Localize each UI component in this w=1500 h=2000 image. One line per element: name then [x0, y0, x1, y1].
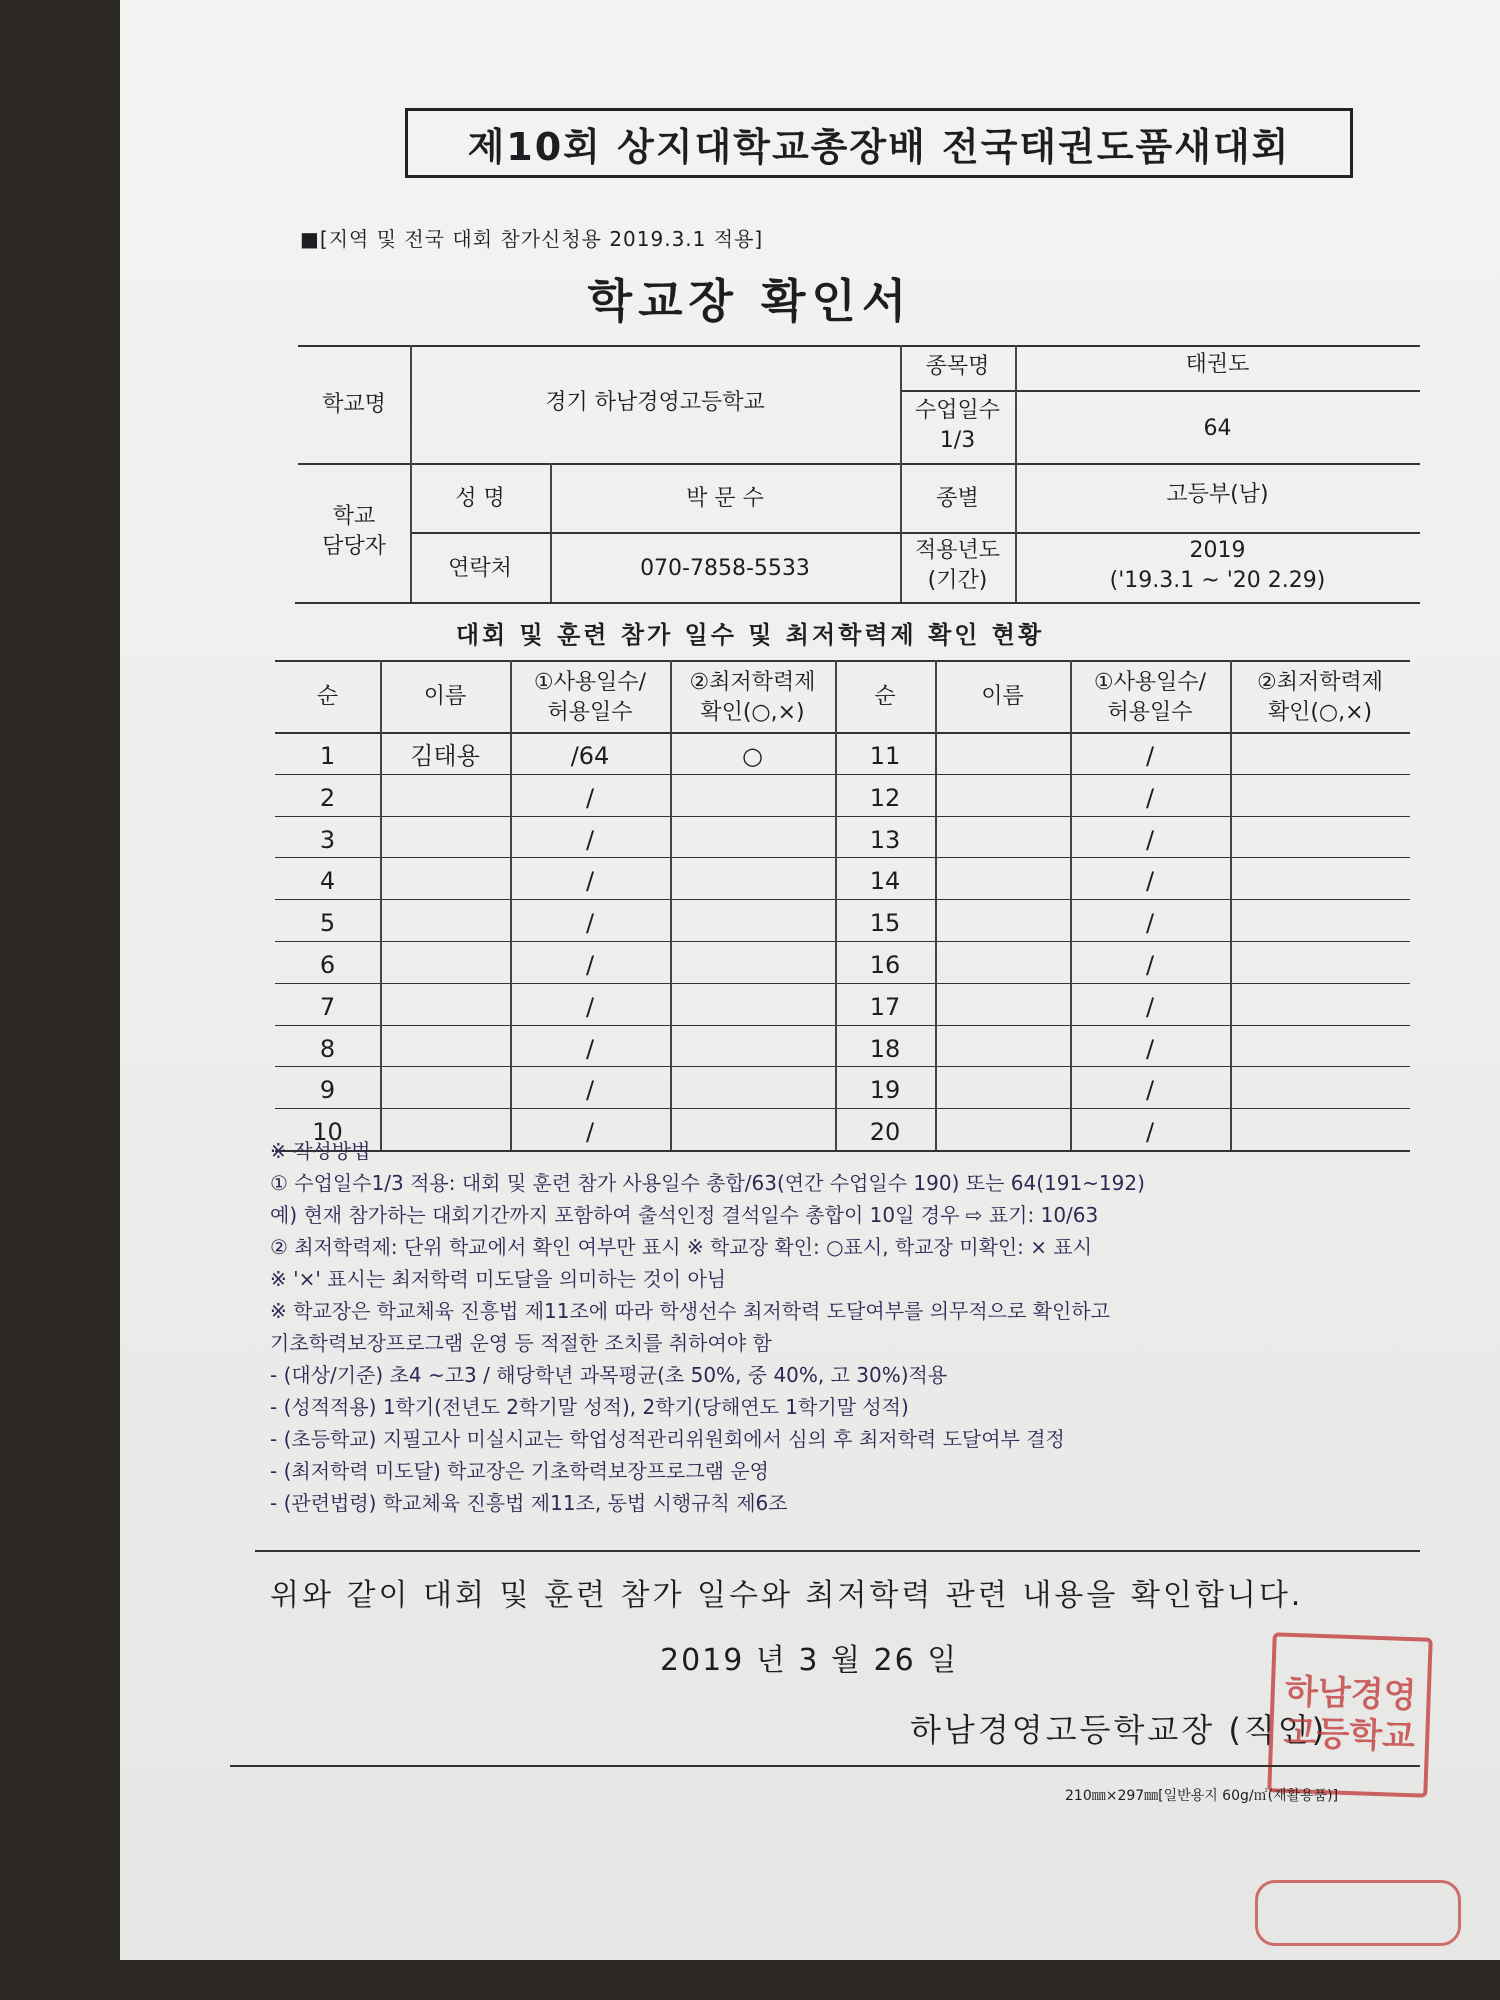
table-row-divider	[275, 1066, 835, 1067]
table-cell-days: /	[1145, 867, 1155, 896]
table-row-divider	[275, 1108, 835, 1109]
table-cell-days: /	[585, 1118, 595, 1147]
note-line: 예) 현재 참가하는 대회기간까지 포함하여 출석인정 결석일수 총합이 10일 경우 ⇨ 표기: 10/63	[270, 1203, 1099, 1227]
table-row-divider	[835, 941, 1410, 942]
seal-text: 하남경영고등학교	[1282, 1671, 1418, 1758]
table-cell-days: /	[585, 1076, 595, 1105]
table-column-divider	[1070, 660, 1072, 1150]
table-cell-no: 15	[869, 909, 901, 938]
table-cell-no: 11	[869, 742, 901, 770]
table-cell-days: /	[1145, 1076, 1155, 1105]
name-value: 박 문 수	[686, 486, 764, 511]
seal-bleed-through	[1255, 1880, 1461, 1946]
table-cell-days: /	[1145, 909, 1155, 938]
document-title: 학교장 확인서	[587, 274, 913, 328]
note-line: - (대상/기준) 초4 ~고3 / 해당학년 과목평균(초 50%, 중 40%, 고 30%)적용	[270, 1363, 948, 1387]
paper-spec: 210㎜×297㎜[일반용지 60g/㎡(재활용품)]	[1065, 1788, 1339, 1804]
note-line: - (초등학교) 지필고사 미실시교는 학업성적관리위원회에서 심의 후 최저학력 도달여부 결정	[270, 1427, 1065, 1451]
table-cell-no: 17	[869, 992, 901, 1021]
header-name-left: 이름	[423, 684, 467, 709]
year-value: 2019	[1189, 538, 1246, 563]
table-row-divider	[275, 899, 835, 900]
table-cell-days: /	[1145, 783, 1155, 812]
table-row-divider	[835, 774, 1410, 775]
header-check-left: ②최저학력제 확인(○,×)	[689, 670, 816, 725]
event-label: 종목명	[925, 354, 990, 379]
note-line: 기초학력보장프로그램 운영 등 적절한 조치를 취하여야 함	[270, 1331, 772, 1355]
header-no-right: 순	[874, 684, 896, 709]
form-subtitle: ■[지역 및 전국 대회 참가신청용 2019.3.1 적용]	[300, 227, 764, 251]
note-line: ※ 학교장은 학교체육 진흥법 제11조에 따라 학생선수 최저학력 도달여부를 의무적으로 확인하고	[270, 1299, 1110, 1323]
header-days-left: ①사용일수/ 허용일수	[533, 670, 647, 725]
note-line: - (관련법령) 학교체육 진흥법 제11조, 동법 시행규칙 제6조	[270, 1491, 788, 1515]
category-label: 종별	[936, 486, 979, 511]
table-column-divider	[380, 660, 382, 1150]
table-column-divider	[1230, 660, 1232, 1150]
table-cell-no: 10	[312, 1118, 343, 1147]
table-cell-no: 9	[319, 1076, 336, 1105]
table-cell-days: /	[585, 951, 595, 979]
table-cell-no: 20	[869, 1118, 901, 1147]
table-cell-days: /	[585, 992, 595, 1021]
section-title: 대회 및 훈련 참가 일수 및 최저학력제 확인 현황	[455, 621, 1045, 649]
year-label: 적용년도 (기간)	[914, 538, 1000, 593]
note-line: ※ 작성방법	[270, 1139, 371, 1163]
table-column-divider	[670, 660, 672, 1150]
table-cell-no: 5	[319, 909, 336, 938]
table-cell-no: 18	[869, 1034, 901, 1063]
confirmation-text: 위와 같이 대회 및 훈련 참가 일수와 최저학력 관련 내용을 확인합니다.	[270, 1578, 1304, 1613]
table-cell-days: /	[585, 1034, 595, 1063]
manager-label: 학교 담당자	[322, 504, 386, 559]
table-cell-days: /	[1145, 992, 1155, 1021]
table-cell-no: 16	[869, 951, 901, 979]
table-cell-days: /	[1145, 825, 1155, 854]
table-cell-name: 김태용	[410, 742, 480, 770]
event-title-box: 제10회 상지대학교총장배 전국태권도품새대회	[405, 108, 1353, 178]
table-cell-no: 14	[869, 867, 901, 896]
class-days-label: 수업일수 1/3	[914, 398, 1000, 453]
category-value: 고등부(남)	[1166, 482, 1269, 507]
table-row-divider	[835, 983, 1410, 984]
table-row-divider	[835, 857, 1410, 858]
table-column-divider	[935, 660, 937, 1150]
table-cell-days: /	[585, 825, 595, 854]
school-name-value: 경기 하남경영고등학교	[545, 390, 765, 415]
table-cell-days: /	[1145, 1118, 1155, 1147]
table-row-divider	[275, 941, 835, 942]
table-row-divider	[835, 1066, 1410, 1067]
table-cell-no: 6	[319, 951, 336, 979]
note-line: - (최저학력 미도달) 학교장은 기초학력보장프로그램 운영	[270, 1459, 769, 1483]
header-name-right: 이름	[981, 684, 1024, 709]
table-cell-days: /	[585, 867, 595, 896]
table-column-divider	[835, 660, 837, 1150]
divider	[230, 1765, 1420, 1767]
note-line: ② 최저학력제: 단위 학교에서 확인 여부만 표시 ※ 학교장 확인: ○표시, 학교장 미확인: × 표시	[270, 1235, 1093, 1259]
table-cell-no: 2	[319, 783, 336, 812]
table-cell-no: 12	[869, 783, 901, 812]
divider	[255, 1550, 1420, 1552]
official-seal	[1267, 1632, 1432, 1797]
contact-label: 연락처	[448, 556, 512, 581]
table-cell-no: 19	[869, 1076, 901, 1105]
table-cell-days: /	[1145, 951, 1155, 979]
table-cell-no: 3	[319, 825, 336, 854]
table-cell-days: /64	[570, 742, 610, 770]
table-cell-days: /	[1145, 742, 1155, 770]
note-line: ① 수업일수1/3 적용: 대회 및 훈련 참가 사용일수 총합/63(연간 수업일수 190) 또는 64(191~192)	[270, 1171, 1145, 1195]
event-value: 태권도	[1185, 352, 1250, 377]
table-column-divider	[510, 660, 512, 1150]
school-name-label: 학교명	[322, 392, 386, 417]
table-cell-check: ○	[742, 742, 763, 770]
table-cell-no: 7	[319, 992, 336, 1021]
writing-notes	[270, 1135, 1145, 1519]
header-no-left: 순	[316, 684, 339, 709]
principal-signature: 하남경영고등학교장 (직인)	[910, 1711, 1328, 1749]
table-cell-days: /	[1145, 1034, 1155, 1063]
class-days-value: 64	[1203, 416, 1232, 441]
table-cell-no: 8	[319, 1034, 336, 1063]
issue-date: 2019 년 3 월 26 일	[660, 1643, 959, 1678]
table-row-divider	[275, 1025, 835, 1026]
table-row-divider	[275, 816, 835, 817]
table-row-divider	[275, 857, 835, 858]
contact-value: 070-7858-5533	[640, 556, 810, 581]
table-row-divider	[835, 1025, 1410, 1026]
table-cell-no: 13	[869, 825, 901, 854]
header-days-right: ①사용일수/ 허용일수	[1093, 670, 1207, 725]
table-cell-days: /	[585, 783, 595, 812]
table-row-divider	[835, 899, 1410, 900]
table-row-divider	[835, 816, 1410, 817]
table-cell-days: /	[585, 909, 595, 938]
table-row-divider	[275, 774, 835, 775]
table-row-divider	[275, 983, 835, 984]
table-row-divider	[835, 1108, 1410, 1109]
note-line: - (성적적용) 1학기(전년도 2학기말 성적), 2학기(당해연도 1학기말 성적)	[270, 1395, 909, 1419]
year-period: ('19.3.1 ~ '20 2.29)	[1109, 568, 1326, 593]
note-line: ※ '×' 표시는 최저학력 미도달을 의미하는 것이 아님	[270, 1267, 727, 1291]
name-label: 성 명	[455, 486, 505, 511]
table-cell-no: 1	[319, 742, 336, 770]
header-check-right: ②최저학력제 확인(○,×)	[1257, 670, 1383, 725]
table-cell-no: 4	[319, 867, 336, 896]
